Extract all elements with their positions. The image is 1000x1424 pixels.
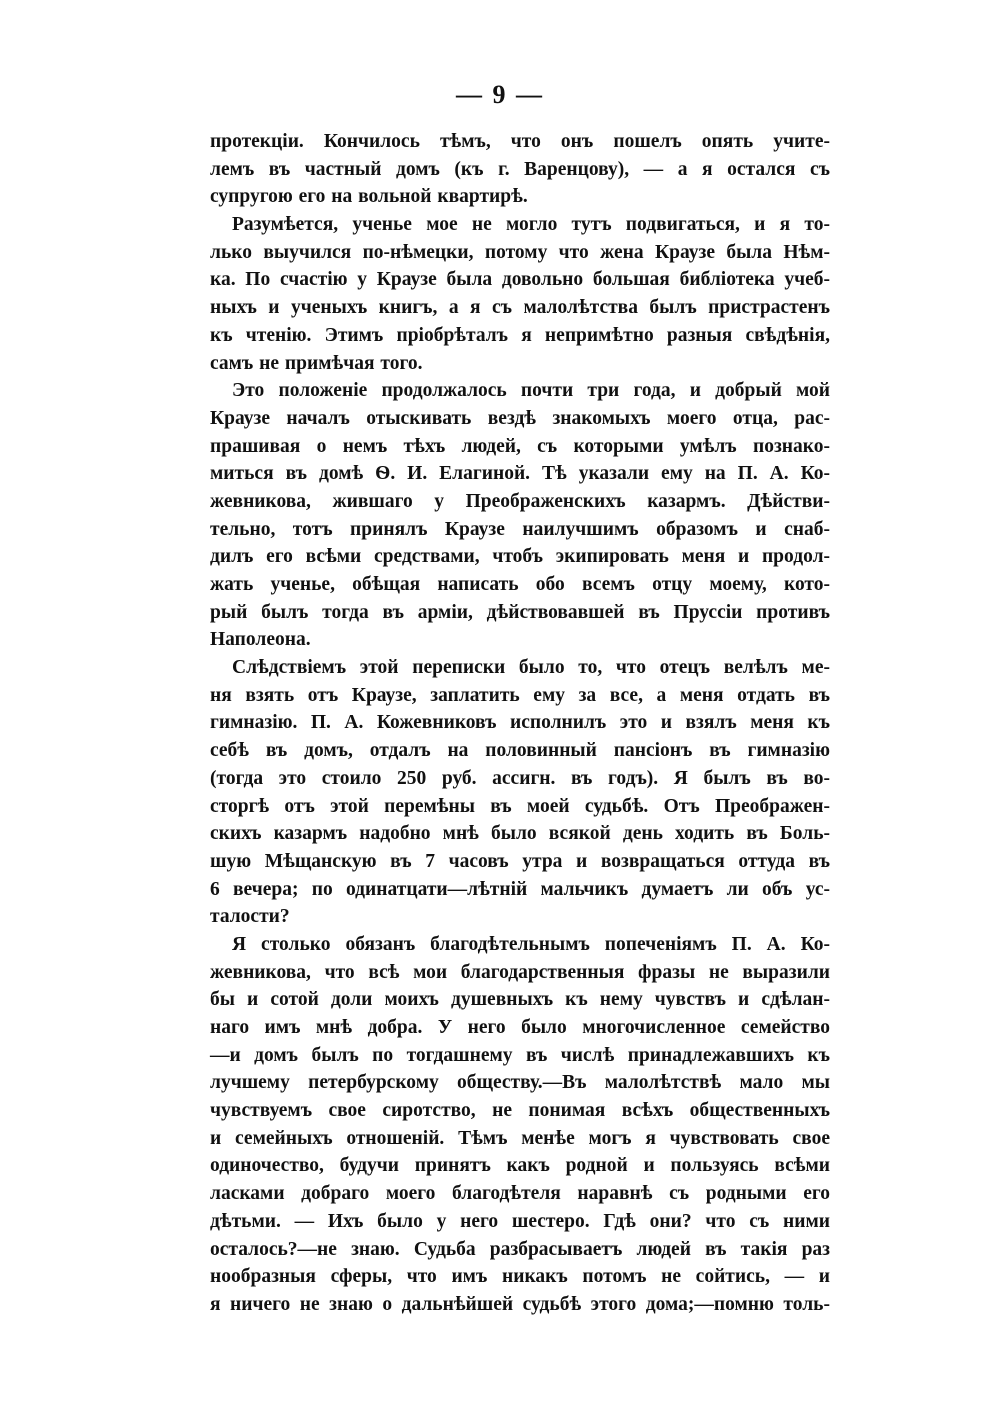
text-line: ласками добраго моего благодѣтеля наравнѣ съ родными его (210, 1183, 830, 1205)
text-line: осталось?—не знаю. Судьба разбрасываетъ людей въ такія раз (210, 1238, 830, 1260)
text-line: миться въ домѣ Ѳ. И. Елагиной. Тѣ указали ему на П. А. Ко- (210, 463, 830, 485)
paragraph (210, 211, 830, 377)
text-line: одиночество, будучи принятъ какъ родной и пользуясь всѣми (210, 1155, 830, 1177)
paragraph (210, 931, 830, 1319)
text-line: Краузе началъ отыскивать вездѣ знакомыхъ моего отца, рас- (210, 407, 830, 429)
text-line: я ничего не знаю о дальнѣйшей судьбѣ этого дома;—помню толь- (210, 1293, 830, 1315)
text-line: и семейныхъ отношеній. Тѣмъ менѣе могъ я чувствовать свое (210, 1127, 830, 1149)
text-line: тельно, тотъ принялъ Краузе наилучшимъ образомъ и снаб- (210, 518, 830, 540)
text-line: протекціи. Кончилось тѣмъ, что онъ пошелъ опять учите- (210, 131, 830, 152)
text-line: дилъ его всѣми средствами, чтобъ экипировать меня и продол- (210, 546, 830, 568)
text-line: скихъ казармъ надобно мнѣ было всякой день ходить въ Боль- (210, 823, 830, 845)
text-line: ныхъ и ученыхъ книгъ, а я съ малолѣтства былъ пристрастенъ (210, 297, 830, 319)
text-line: 6 вечера; по одинатцати—лѣтній мальчикъ думаетъ ли объ ус- (210, 878, 830, 900)
text-line: шую Мѣщанскую въ 7 часовъ утра и возвращаться оттуда въ (210, 850, 830, 872)
text-line: Это положеніе продолжалось почти три года, и добрый мой (232, 380, 830, 402)
text-line: ня взять отъ Краузе, заплатить ему за все, а меня отдать въ (210, 684, 830, 706)
text-line: супругою его на вольной квартирѣ. (210, 186, 528, 208)
text-line: рый былъ тогда въ арміи, дѣйствовавшей въ Пруссіи противъ (210, 601, 830, 623)
text-line: чувствуемъ свое сиротство, не понимая всѣхъ общественныхъ (210, 1100, 830, 1122)
text-line: лько выучился по-нѣмецки, потому что жена Краузе была Нѣм- (210, 241, 830, 263)
text-line: ка. По счастію у Краузе была довольно большая библіотека учеб- (210, 269, 830, 291)
text-line: жевникова, жившаго у Преображенскихъ казармъ. Дѣйстви- (210, 490, 830, 512)
text-body (210, 128, 830, 1319)
paragraph (210, 654, 830, 931)
text-line: лучшему петербурскому обществу.—Въ малолѣтствѣ мало мы (210, 1072, 830, 1094)
text-line: Слѣдствіемъ этой переписки было то, что отецъ велѣлъ ме- (232, 657, 830, 679)
paragraph (210, 377, 830, 654)
text-line: себѣ въ домъ, отдалъ на половинный пансіонъ въ гимназію (210, 740, 830, 762)
text-line: къ чтенію. Этимъ пріобрѣталъ я непримѣтно разныя свѣдѣнія, (210, 324, 830, 346)
text-line: жевникова, что всѣ мои благодарственныя фразы не выразили (210, 961, 830, 983)
text-line: бы и сотой доли моихъ душевныхъ къ нему чувствъ и сдѣлан- (210, 989, 830, 1011)
text-line: гимназію. П. А. Кожевниковъ исполнилъ это и взялъ меня къ (210, 712, 830, 734)
text-line: талости? (210, 906, 290, 928)
page-number: — 9 — (456, 80, 544, 109)
text-line: Наполеона. (210, 629, 311, 651)
text-line: дѣтьми. — Ихъ было у него шестеро. Гдѣ они? что съ ними (210, 1210, 830, 1232)
text-line: (тогда это стоило 250 руб. ассигн. въ годъ). Я былъ въ во- (210, 767, 830, 789)
text-line: —и домъ былъ по тогдашнему въ числѣ принадлежавшихъ къ (210, 1044, 830, 1066)
text-line: самъ не примѣчая того. (210, 352, 423, 374)
text-line: Разумѣется, ученье мое не могло тутъ подвигаться, и я то- (232, 214, 830, 236)
text-line: нообразныя сферы, что имъ никакъ потомъ не сойтись, — и (210, 1266, 830, 1288)
text-line: Я столько обязанъ благодѣтельнымъ попеченіямъ П. А. Ко- (232, 933, 830, 955)
text-line: прашивая о немъ тѣхъ людей, съ которыми умѣлъ познако- (210, 435, 830, 457)
text-line: лемъ въ частный домъ (къ г. Варенцову), — а я остался съ (210, 158, 830, 180)
paragraph (210, 128, 830, 211)
text-line: наго имъ мнѣ добра. У него было многочисленное семейство (210, 1017, 830, 1038)
text-line: сторгѣ отъ этой перемѣны въ моей судьбѣ. Отъ Преображен- (210, 795, 830, 817)
text-line: жать ученье, обѣщая написать обо всемъ отцу моему, кото- (210, 574, 830, 595)
